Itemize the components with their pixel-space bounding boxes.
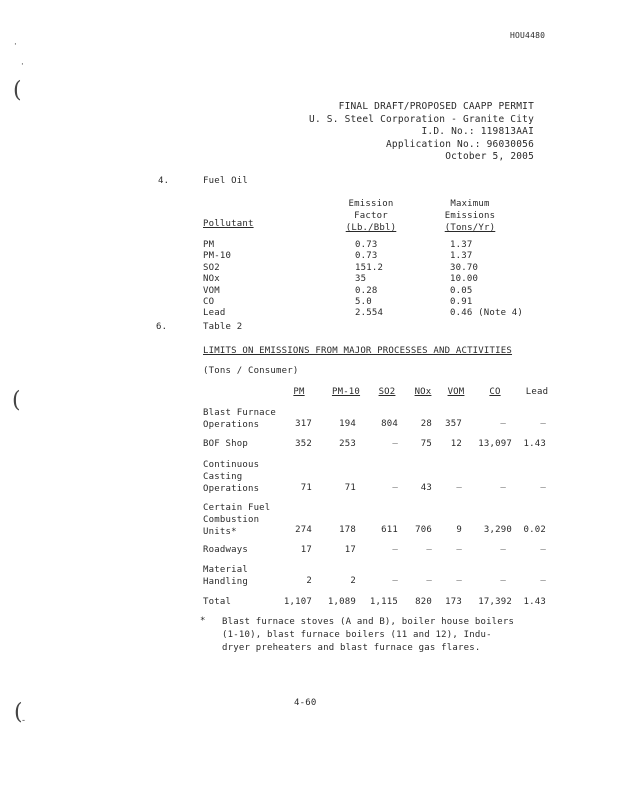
table-cell: 173 (445, 597, 462, 607)
table-cell: — (500, 576, 506, 586)
column-header: PM (293, 387, 305, 397)
column-header: PM-10 (331, 387, 361, 397)
emission-factor-header: Emission Factor (Lb./Bbl) (345, 199, 397, 233)
scan-mark: - (22, 716, 26, 726)
max-cell: 30.70 (450, 262, 479, 273)
table-cell: 71 (344, 483, 356, 493)
table-cell: 0.02 (523, 525, 546, 535)
column-header: VOM (447, 387, 465, 397)
permit-header (309, 101, 534, 164)
factor-cell: 151.2 (355, 262, 384, 273)
fuel-oil-max-emissions (450, 240, 523, 320)
table-cell: 71 (300, 483, 312, 493)
table-cell: 1,115 (369, 597, 398, 607)
table-cell: 611 (381, 525, 398, 535)
table-cell: 1,089 (327, 597, 356, 607)
table-cell: — (392, 576, 398, 586)
table-cell: 75 (420, 439, 432, 449)
table-cell: — (500, 419, 506, 429)
row-label: Certain Fuel Combustion Units* (203, 503, 271, 537)
table-cell: 352 (295, 439, 312, 449)
table-cell: — (540, 483, 546, 493)
row-label: Continuous Casting Operations (203, 460, 260, 494)
max-cell: 0.46 (Note 4) (450, 308, 524, 319)
row-label: Blast Furnace Operations (203, 408, 277, 430)
column-header: CO (489, 387, 501, 397)
page-number: 4-60 (294, 698, 317, 708)
pollutant-cell: PM-10 (203, 251, 232, 262)
max-cell: 1.37 (450, 240, 473, 250)
row-label: Material Handling (203, 565, 248, 587)
table-cell: — (392, 483, 398, 493)
table-caption: LIMITS ON EMISSIONS FROM MAJOR PROCESSES AND ACTIVITIES (203, 346, 513, 356)
table-cell: 804 (381, 419, 398, 429)
section-number: 4. (158, 176, 170, 186)
table-units: (Tons / Consumer) (203, 366, 299, 376)
row-label: BOF Shop (203, 439, 248, 449)
table-cell: 12 (450, 439, 462, 449)
table-cell: — (392, 545, 398, 555)
footnote: Blast furnace stoves (A and B), boiler house boilers (1-10), blast furnace boilers (11 and 12), Indu- dryer preheaters and blast furnace gas flares. (222, 617, 515, 653)
pollutant-cell: SO2 (203, 262, 220, 273)
facility-id: I.D. No.: 119813AAI (421, 126, 534, 138)
section-number: 6. (156, 322, 168, 332)
table-cell: — (500, 545, 506, 555)
hole-punch-mark: ( (14, 700, 23, 725)
section-title: Table 2 (203, 322, 243, 332)
max-cell: 0.05 (450, 285, 473, 296)
table-cell: 1,107 (283, 597, 312, 607)
factor-cell: 0.73 (355, 251, 378, 262)
table-cell: 178 (339, 525, 356, 535)
table-cell: 2 (350, 576, 356, 586)
table-cell: — (456, 576, 462, 586)
hole-punch-mark: ( (13, 78, 22, 103)
fuel-oil-pollutants (203, 240, 231, 320)
table-cell: 3,290 (483, 525, 512, 535)
table-cell: 820 (415, 597, 432, 607)
pollutant-cell: NOx (203, 274, 220, 285)
pollutant-cell: Lead (203, 308, 226, 319)
pollutant-cell: PM (203, 240, 215, 250)
factor-cell: 5.0 (355, 297, 372, 308)
pollutant-cell: CO (203, 297, 215, 308)
facility-name: U. S. Steel Corporation - Granite City (309, 113, 534, 125)
table-cell: 17 (300, 545, 312, 555)
factor-cell: 0.73 (355, 240, 378, 250)
section-title: Fuel Oil (203, 176, 248, 186)
permit-title: FINAL DRAFT/PROPOSED CAAPP PERMIT (338, 101, 534, 112)
table-cell: — (426, 576, 432, 586)
hole-punch-mark: ( (12, 388, 21, 413)
table-cell: 1.43 (523, 597, 546, 607)
column-header: Lead (525, 387, 549, 397)
max-cell: 1.37 (450, 251, 473, 262)
column-header: NOx (414, 387, 432, 397)
table-cell: 317 (295, 419, 312, 429)
table-cell: 706 (415, 525, 432, 535)
max-cell: 0.91 (450, 297, 473, 308)
table-cell: — (456, 483, 462, 493)
factor-cell: 35 (355, 274, 367, 285)
document-id: HOU4480 (510, 31, 546, 40)
max-cell: 10.00 (450, 274, 479, 285)
factor-cell: 0.28 (355, 285, 378, 296)
row-label: Total (203, 597, 232, 607)
application-number: Application No.: 96030056 (386, 138, 534, 150)
scan-mark: · (21, 60, 24, 70)
max-emissions-header: Maximum Emissions (Tons/Yr) (444, 199, 496, 233)
table-cell: — (426, 545, 432, 555)
factor-cell: 2.554 (355, 308, 384, 319)
table-cell: 1.43 (523, 439, 546, 449)
table-cell: — (540, 576, 546, 586)
table-cell: 2 (306, 576, 312, 586)
scan-mark: · (14, 40, 17, 50)
pollutant-cell: VOM (203, 285, 220, 296)
column-header: SO2 (378, 387, 396, 397)
table-cell: 43 (420, 483, 432, 493)
table-cell: — (540, 545, 546, 555)
table-cell: — (456, 545, 462, 555)
permit-date: October 5, 2005 (445, 151, 534, 163)
table-cell: 274 (295, 525, 312, 535)
table-cell: — (500, 483, 506, 493)
table-cell: 357 (445, 419, 462, 429)
table-cell: 17 (344, 545, 356, 555)
table-cell: 28 (420, 419, 432, 429)
pollutant-header: Pollutant (203, 219, 254, 229)
table-cell: 9 (456, 525, 462, 535)
table-cell: 13,097 (478, 439, 512, 449)
table-cell: 17,392 (478, 597, 512, 607)
table-cell: 194 (339, 419, 356, 429)
row-label: Roadways (203, 545, 248, 555)
footnote-marker: * (200, 616, 206, 626)
fuel-oil-factors (355, 240, 383, 320)
table-cell: — (392, 439, 398, 449)
table-cell: — (540, 419, 546, 429)
table-cell: 253 (339, 439, 356, 449)
